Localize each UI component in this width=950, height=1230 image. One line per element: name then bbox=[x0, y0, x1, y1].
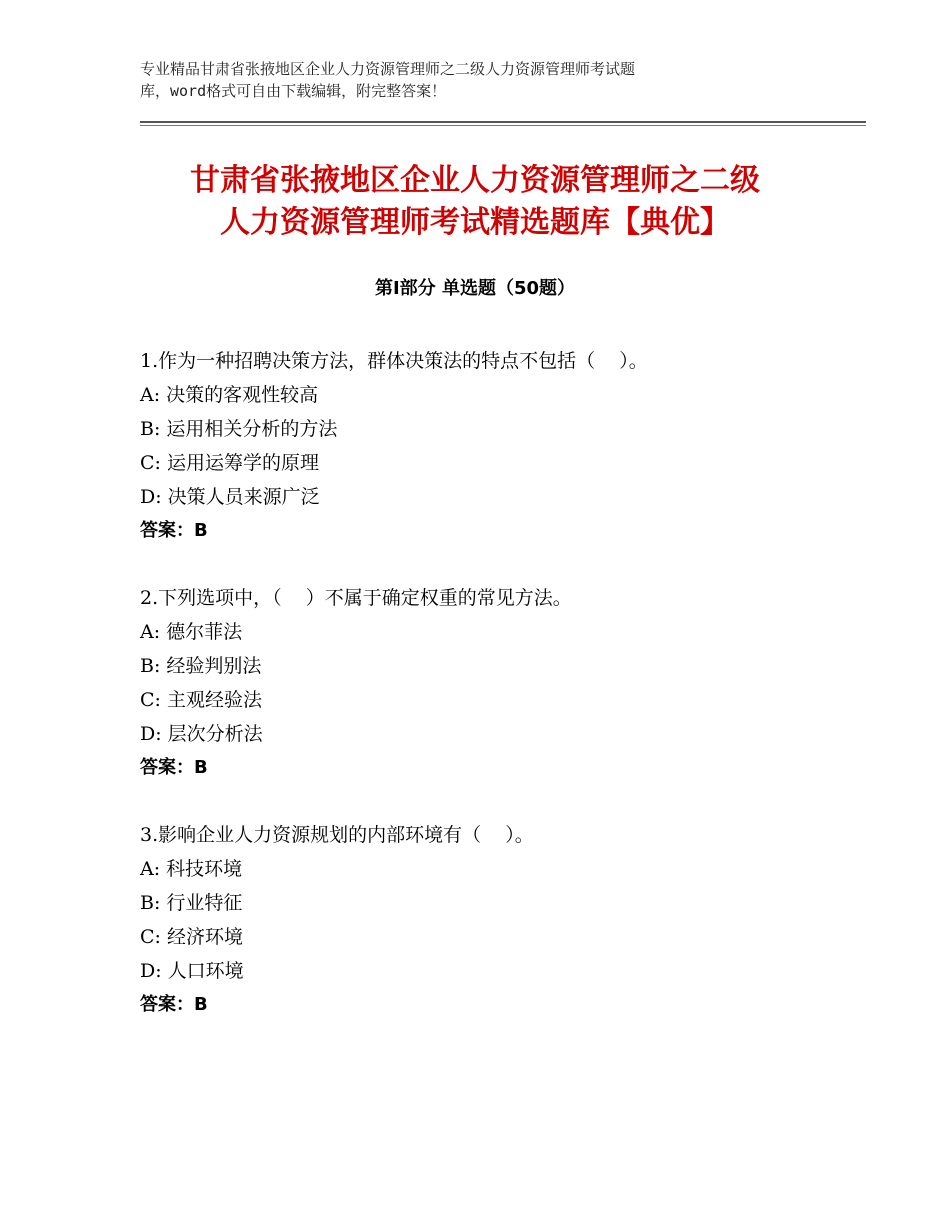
option-b: B: 行业特征 bbox=[140, 892, 243, 914]
header-note-line-1: 专业精品甘肃省张掖地区企业人力资源管理师之二级人力资源管理师考试题 bbox=[140, 60, 636, 78]
option-d: D: 层次分析法 bbox=[140, 723, 263, 745]
section-heading: 第Ⅰ部分 单选题（50题） bbox=[374, 278, 575, 299]
title-line-1: 甘肃省张掖地区企业人力资源管理师之二级 bbox=[190, 163, 760, 198]
option-b: B: 运用相关分析的方法 bbox=[140, 418, 338, 440]
answer-line: 答案：B bbox=[140, 520, 208, 541]
question-stem: 2.下列选项中，（ ）不属于确定权重的常见方法。 bbox=[140, 587, 572, 609]
question-list bbox=[140, 344, 860, 1055]
option-a: A: 科技环境 bbox=[140, 858, 243, 880]
header-divider-thin bbox=[140, 125, 866, 126]
question-item bbox=[140, 818, 860, 1022]
option-d: D: 决策人员来源广泛 bbox=[140, 486, 320, 508]
question-item bbox=[140, 581, 860, 785]
option-a: A: 决策的客观性较高 bbox=[140, 384, 319, 406]
option-c: C: 运用运筹学的原理 bbox=[140, 452, 319, 474]
option-d: D: 人口环境 bbox=[140, 960, 244, 982]
header-note-line-2: 库，word格式可自由下载编辑，附完整答案！ bbox=[140, 82, 447, 100]
option-b: B: 经验判别法 bbox=[140, 655, 262, 677]
question-stem: 3.影响企业人力资源规划的内部环境有（ ）。 bbox=[140, 824, 534, 846]
answer-line: 答案：B bbox=[140, 994, 208, 1015]
option-c: C: 主观经验法 bbox=[140, 689, 262, 711]
answer-line: 答案：B bbox=[140, 757, 208, 778]
option-a: A: 德尔菲法 bbox=[140, 621, 243, 643]
question-item bbox=[140, 344, 860, 548]
header-divider-thick bbox=[140, 121, 866, 123]
header-note bbox=[140, 58, 780, 102]
document-title bbox=[100, 160, 850, 244]
option-c: C: 经济环境 bbox=[140, 926, 243, 948]
title-line-2: 人力资源管理师考试精选题库【典优】 bbox=[220, 205, 730, 240]
question-stem: 1.作为一种招聘决策方法，群体决策法的特点不包括（ ）。 bbox=[140, 350, 648, 372]
